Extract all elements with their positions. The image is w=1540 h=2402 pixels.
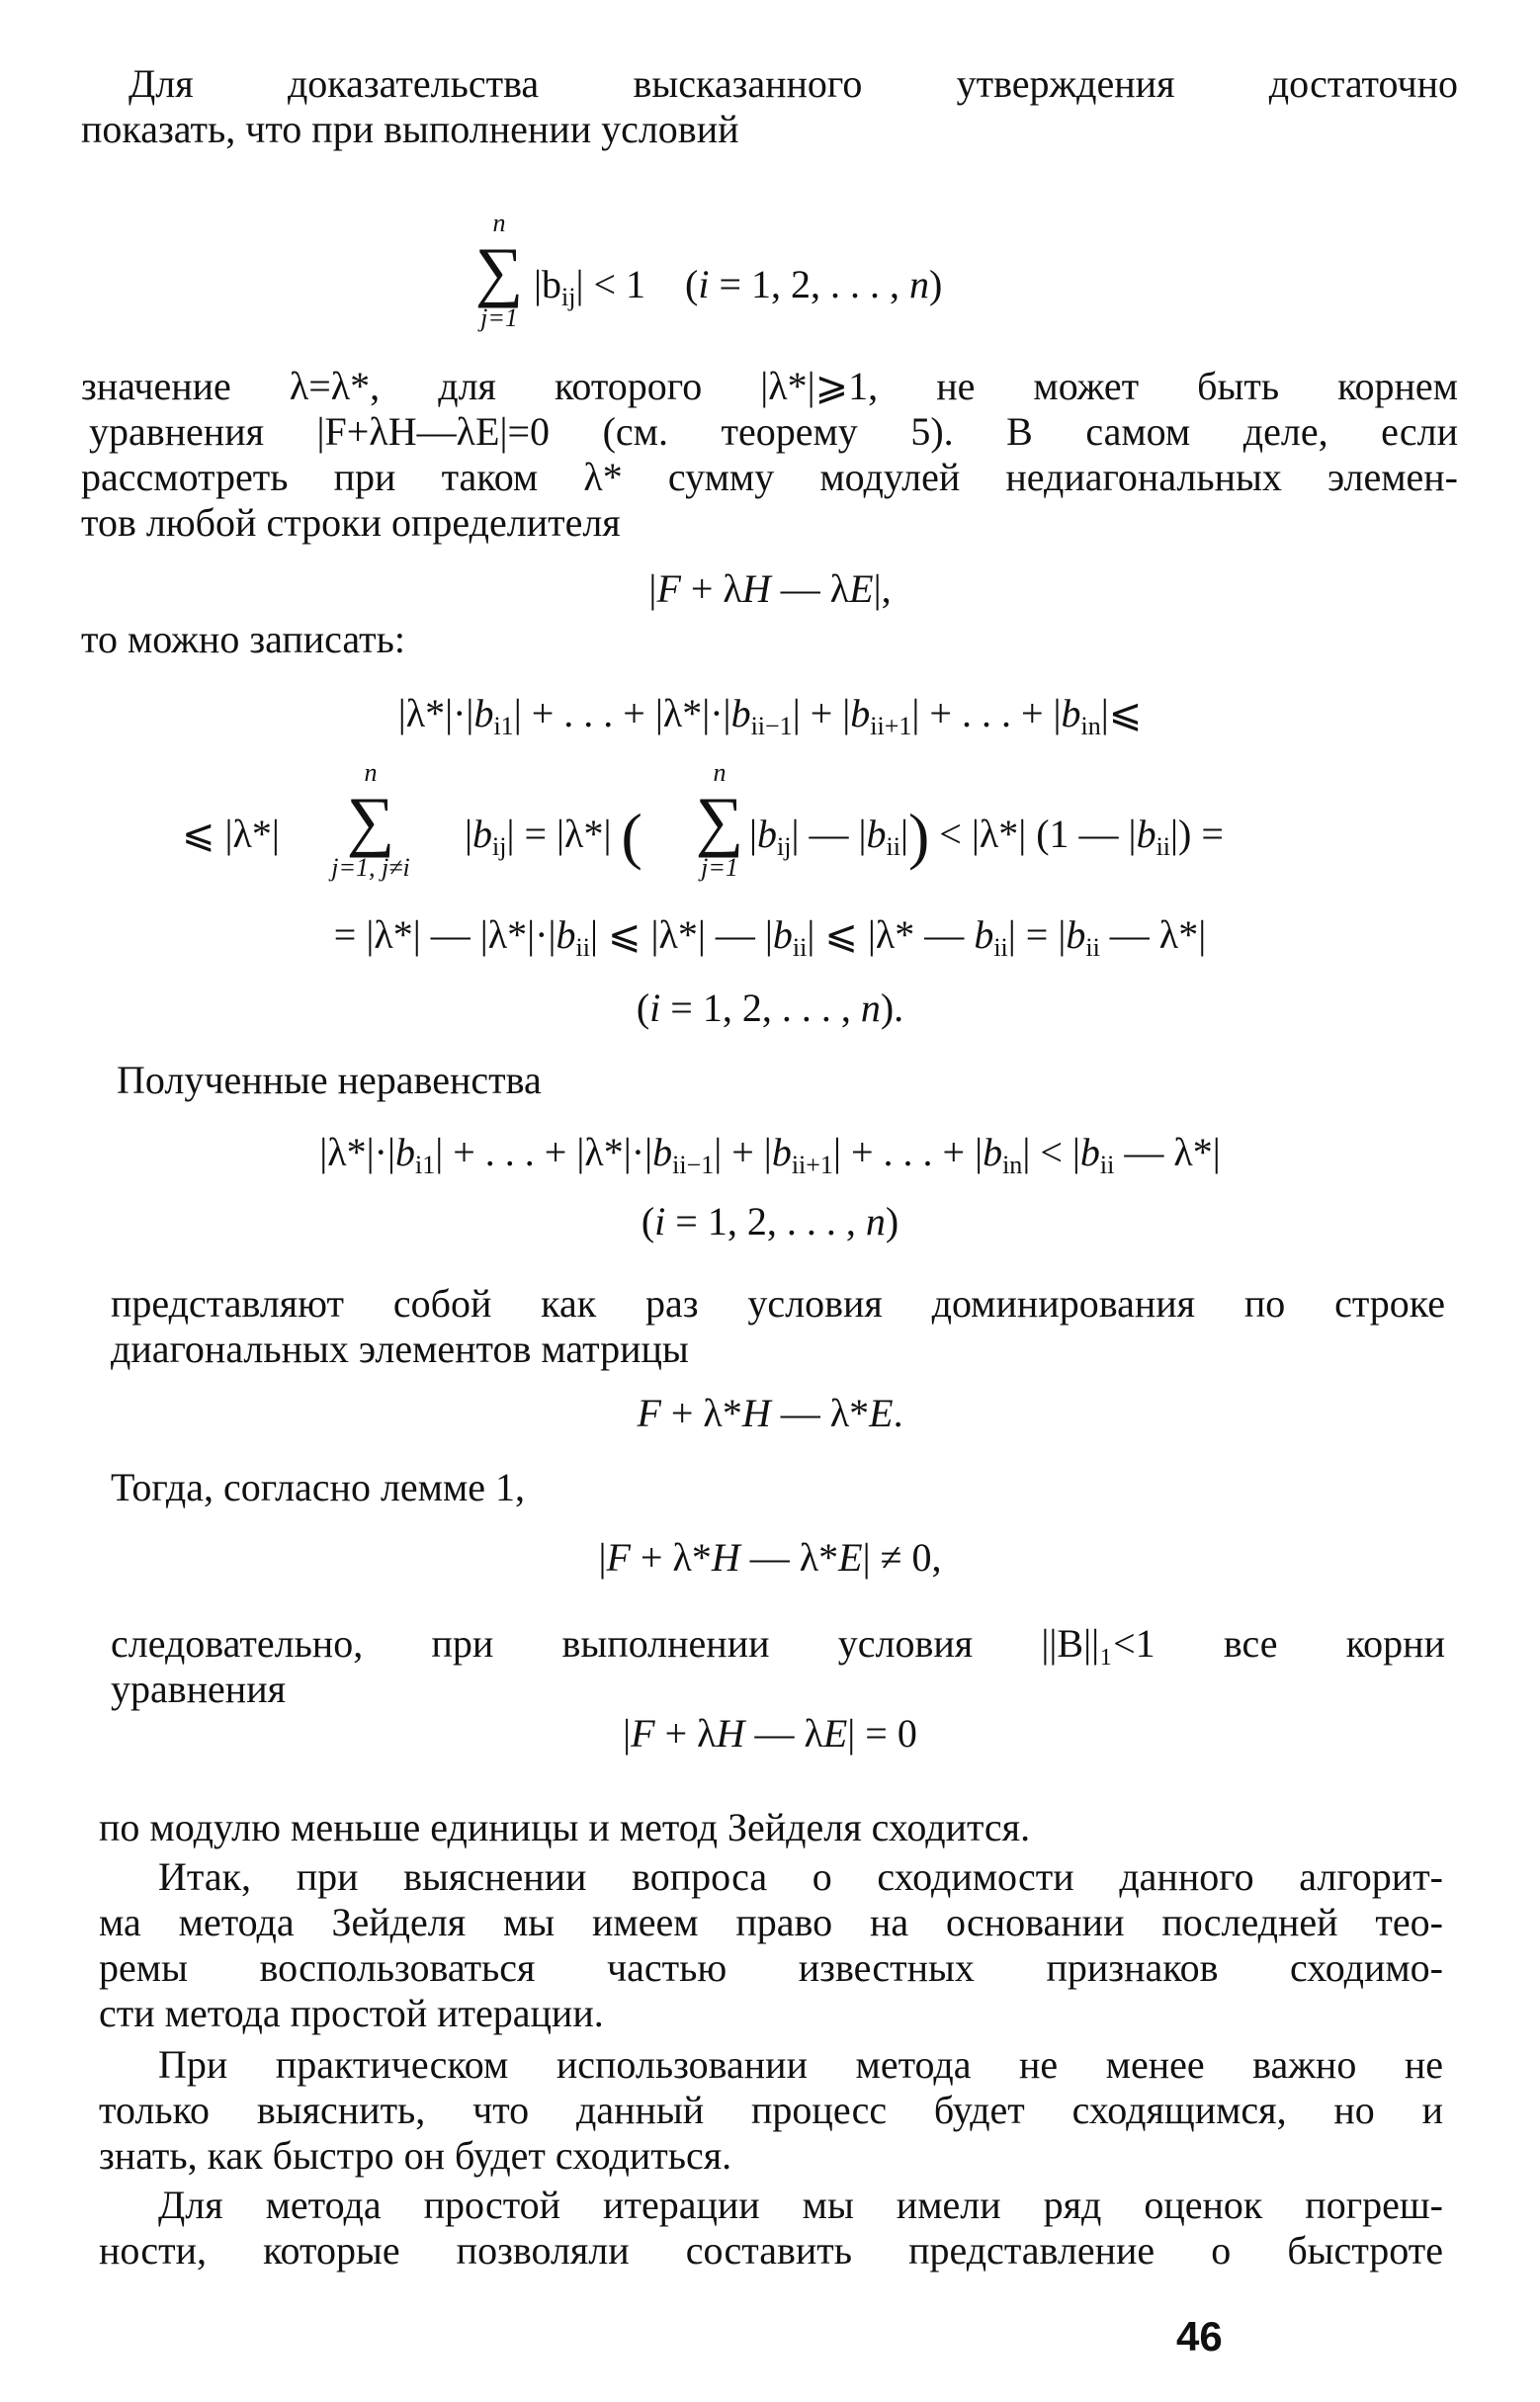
text-line: значение λ=λ*, для которого |λ*|⩾1, не может быть корнем (81, 364, 1458, 408)
formula-chain: = |λ*| — $|\lambda*|\cdot|b_{ii}|$ ⩽ |λ*| — $|b_{ii}|$ ⩽ |λ* — $b_{ii}| = |b_{ii}$ — λ*| (333, 912, 1207, 962)
formula-nonzero: |F + λ*H — λ*E| ≠ 0, (598, 1535, 942, 1580)
sum-upper-limit: n (713, 758, 727, 787)
text-line: знать, как быстро он будет сходиться. (99, 2133, 732, 2178)
text-line: тов любой строки определителя (81, 500, 621, 545)
text-line: Тогда, согласно лемме 1, (111, 1465, 526, 1509)
sum-lower-limit: j=1, j≠i (331, 853, 410, 882)
text-line: представляют собой как раз условия доминирования по строке (111, 1281, 1445, 1326)
text-line: уравнения |F+λH—λE|=0 (см. теорему 5). В самом деле, если (89, 409, 1458, 454)
formula-convergence-condition: $|b_{ij}| < 1$ (i = 1, 2, . . . , n) (534, 262, 943, 311)
formula-determinant: |F + λH — λE|, (648, 566, 892, 611)
formula-index-range: (i = 1, 2, . . . , n) (641, 1199, 899, 1244)
text-line: При практическом использовании метода не менее важно не (158, 2042, 1443, 2087)
formula-inequality-end: $|b_{ij}|$ — $|b_{ii}|) < |\lambda*|$ (1 — $|b_{ii}|$) = (749, 801, 1224, 871)
text-line: то можно записать: (81, 617, 405, 661)
text-line: сти метода простой итерации. (99, 1991, 604, 2035)
text-line: диагональных элементов матрицы (111, 1327, 689, 1371)
sum-symbol (297, 759, 445, 882)
sum-lower-limit: j=1 (701, 853, 738, 882)
formula-row-sum: $|\lambda*|\cdot|b_{i1}|$ + . . . + $|\lambda*|\cdot|b_{ii-1}| + |b_{ii+1}|$ + . . . + $|b_{in}|⩽$ (397, 691, 1143, 740)
formula-dominance: $|\lambda*|\cdot|b_{i1}|$ + . . . + $|\lambda*|\cdot|b_{ii-1}| + |b_{ii+1}|$ + . . . + $|b_{in}| < |b_{ii}$ — λ*| (319, 1130, 1221, 1179)
text-line: Итак, при выяснении вопроса о сходимости данного алгорит- (158, 1854, 1443, 1899)
sum-sign: ∑ (695, 783, 744, 858)
text-line: следовательно, при выполнении условия ||B||₁<1 все корни (111, 1621, 1445, 1666)
text-line: Полученные неравенства (117, 1058, 542, 1102)
text-line: ма метода Зейделя мы имеем право на основании последней тео- (99, 1900, 1443, 1944)
formula-inequality-start: ⩽ |λ*| (182, 812, 280, 856)
sum-upper-limit: n (364, 758, 378, 787)
text-line: Для метода простой итерации мы имели ряд оценок погреш- (158, 2183, 1443, 2227)
formula-characteristic: |F + λH — λE| = 0 (623, 1711, 917, 1756)
sum-symbol (465, 210, 534, 332)
sum-lower-limit: j=1 (480, 303, 518, 332)
formula-index-range: (i = 1, 2, . . . , n). (636, 986, 904, 1030)
text-line: показать, что при выполнении условий (81, 107, 739, 151)
formula-inequality-mid: $|b_{ij}| = |\lambda*|$ ( (465, 801, 642, 871)
text-line: уравнения (111, 1667, 287, 1711)
sum-symbol (690, 759, 749, 882)
sum-upper-limit: n (492, 209, 506, 237)
text-line: только выяснить, что данный процесс будет сходящимся, но и (99, 2088, 1443, 2132)
text-line: рассмотреть при таком λ* сумму модулей недиагональных элемен- (81, 455, 1458, 499)
text-line: ремы воспользоваться частью известных признаков сходимо- (99, 1945, 1443, 1990)
formula-matrix: F + λ*H — λ*E. (637, 1391, 903, 1435)
sum-sign: ∑ (474, 233, 524, 308)
page-number: 46 (1176, 2313, 1223, 2359)
text-line: Для доказательства высказанного утверждения достаточно (128, 61, 1458, 106)
text-line: по модулю меньше единицы и метод Зейделя сходится. (99, 1805, 1031, 1849)
sum-sign: ∑ (346, 783, 395, 858)
text-line: ности, которые позволяли составить представление о быстроте (99, 2228, 1443, 2273)
